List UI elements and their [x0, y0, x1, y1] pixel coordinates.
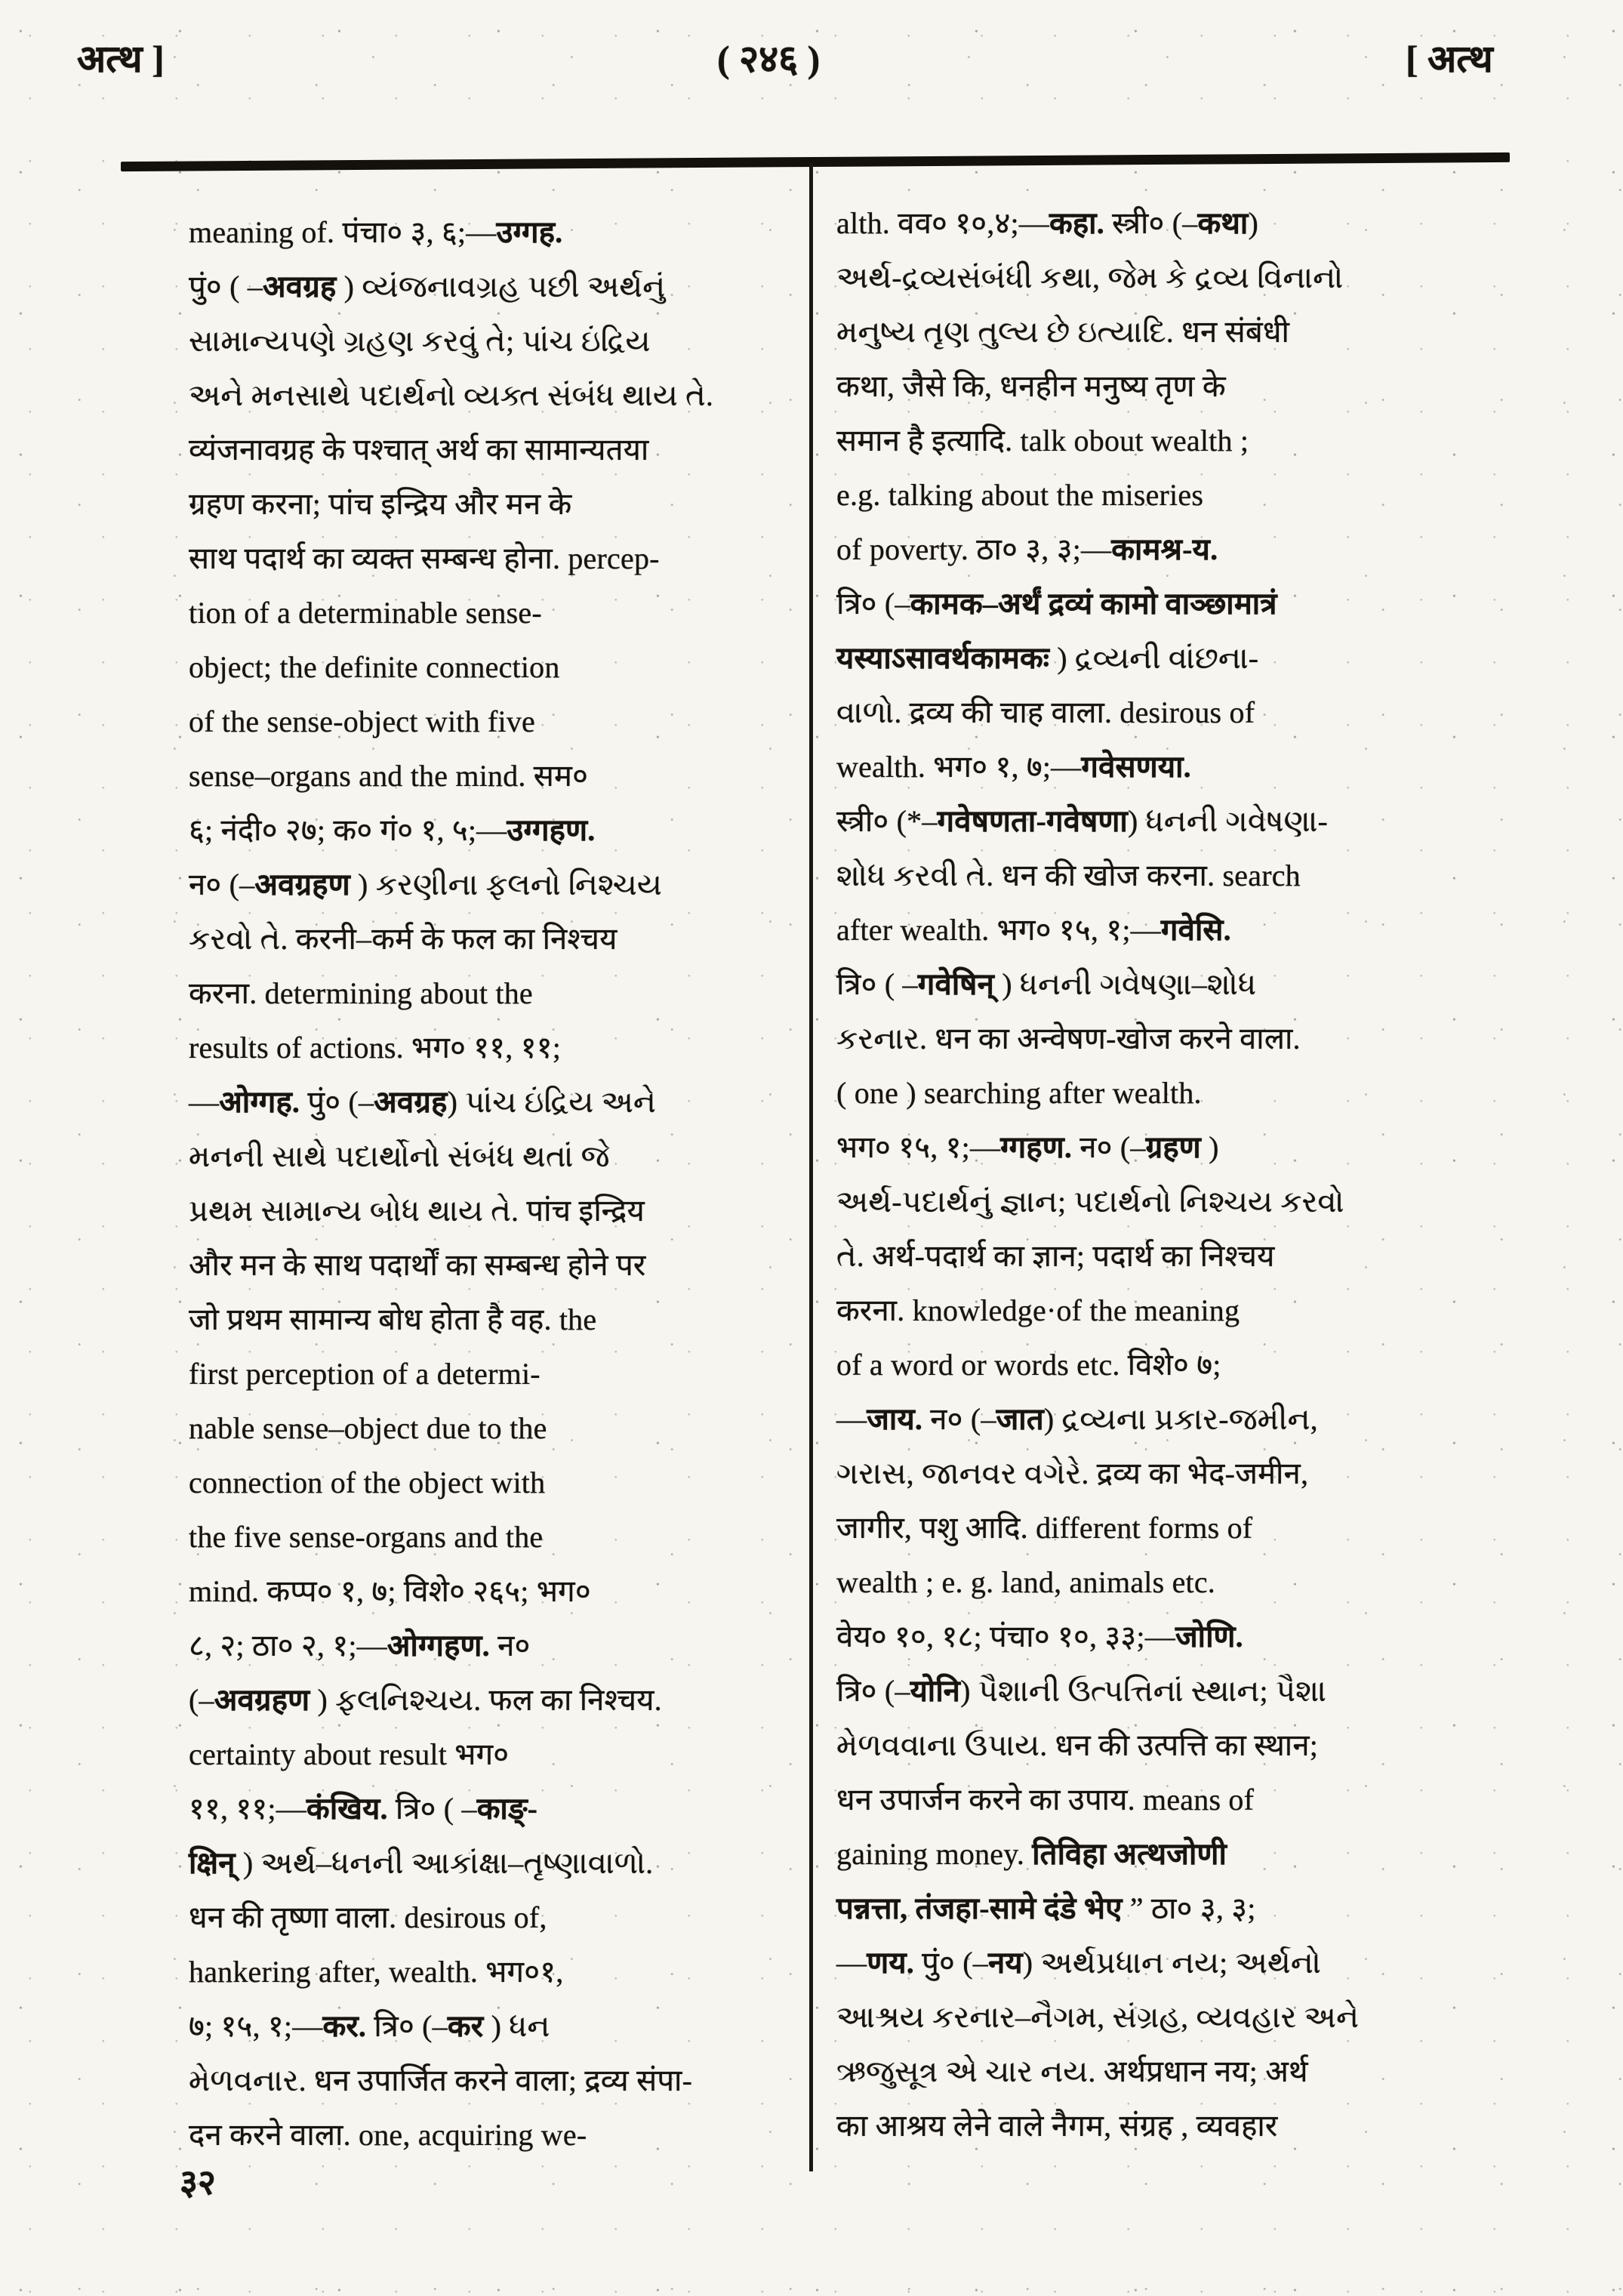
text-line: करना. knowledge·of the meaning [836, 1293, 1240, 1327]
text-line: first perception of a determi- [189, 1357, 540, 1391]
text-line: त्रि० (–कामक–अर्थं द्रव्यं कामो वाञ्छामात्रं [836, 587, 1277, 621]
text-line: जो प्रथम सामान्य बोध होता है वह. the [189, 1302, 597, 1336]
text-line: ८, २; ठा० २, १;—ओग्गहण. न० [189, 1629, 531, 1663]
header-rule [121, 153, 1510, 171]
text-line: न० (–अवग्रहण ) કરણીના ફલનો નિશ્ચય [189, 868, 662, 901]
text-line: wealth. भग० १, ७;—गवेसणया. [836, 750, 1191, 784]
text-line: दन करने वाला. one, acquiring we- [189, 2118, 587, 2152]
text-line: કરનાર. धन का अन्वेषण-खोज करने वाला. [836, 1022, 1301, 1056]
text-line: certainty about result भग० [189, 1737, 510, 1771]
page-number: ( २४६ ) [717, 38, 821, 80]
text-line: mind. कप्प० १, ७; विशे० २६५; भग० [189, 1574, 591, 1608]
text-line: સામાન્યપણે ગ્રહણ કરવું તે; પાંચ ઇંદ્રિય [189, 324, 651, 358]
text-line: जागीर, पशु आदि. different forms of [836, 1511, 1253, 1545]
text-line: કરવો તે. करनी–कर्म के फल का निश्चय [189, 922, 617, 956]
text-line: wealth ; e. g. land, animals etc. [836, 1565, 1215, 1599]
text-line: ( one ) searching after wealth. [836, 1076, 1202, 1110]
text-line: gaining money. तिविहा अत्थजोणी [836, 1837, 1227, 1871]
text-line: करना. determining about the [189, 976, 533, 1010]
text-line: મેળવનાર. धन उपार्जित करने वाला; द्रव्य संपा- [189, 2063, 693, 2097]
text-line: e.g. talking about the miseries [836, 478, 1204, 512]
text-line: ग्रहण करना; पांच इन्द्रिय और मन के [189, 487, 572, 521]
text-line: व्यंजनावग्रह के पश्चात् अर्थ का सामान्यतया [189, 433, 649, 467]
text-line: of a word or words etc. विशे० ७; [836, 1348, 1221, 1382]
text-line: શોધ કરવી તે. धन की खोज करना. search [836, 858, 1301, 892]
text-line: ११, ११;—कंखिय. त्रि० ( –काङ्- [189, 1792, 538, 1826]
text-line: वेय० १०, १८; पंचा० १०, ३३;—जोणि. [836, 1620, 1243, 1653]
text-line: connection of the object with [189, 1465, 546, 1499]
text-line: (–अवग्रहण ) ફલનિશ્ચય. फल का निश्चय. [189, 1683, 662, 1717]
text-line: ६; नंदी० २७; क० गं० १, ५;—उग्गहण. [189, 813, 596, 847]
text-line: અને મનસાથે પદાર્થનો વ્યક્ત સંબંધ થાય તે. [189, 378, 714, 412]
text-line: ગરાસ, જાનવર વગેરે. द्रव्य का भेद-जमीन, [836, 1456, 1309, 1490]
text-line: મનુષ્ય તૃણ તુલ્ય છે ઇત્યાદિ. धन संबंधी [836, 315, 1290, 349]
text-line: મેળવવાના ઉપાય. धन की उत्पत्ति का स्थान; [836, 1728, 1319, 1762]
text-line: alth. वव० १०,४;—कहा. स्त्री० (–कथा) [836, 206, 1259, 240]
text-line: धन की तृष्णा वाला. desirous of, [189, 1900, 547, 1934]
text-line: of the sense-object with five [189, 704, 535, 738]
text-line: त्रि० ( –गवेषिन् ) ધનની ગવેષણા–શોધ [836, 967, 1257, 1001]
text-line: भग० १५, १;—ग्गहण. न० (–ग्रहण ) [836, 1130, 1219, 1164]
text-line: hankering after, wealth. भग०१, [189, 1955, 564, 1989]
text-line: tion of a determinable sense- [189, 596, 542, 630]
text-line: after wealth. भग० १५, १;—गवेसि. [836, 913, 1231, 947]
text-line: results of actions. भग० ११, ११; [189, 1031, 562, 1065]
text-line: ७; १५, १;—कर. त्रि० (–कर ) ધન [189, 2009, 550, 2043]
text-line: of poverty. ठा० ३, ३;—कामश्र-य. [836, 532, 1218, 566]
text-line: धन उपार्जन करने का उपाय. means of [836, 1783, 1255, 1817]
text-line: ઋજુસૂત્ર એ ચાર નય. अर्थप्रधान नय; अर्थ [836, 2054, 1308, 2088]
text-line: त्रि० (–योनि) પૈશાની ઉત્પત્તિનાં સ્થાન; પૈશા [836, 1674, 1326, 1708]
text-line: —जाय. न० (–जात) દ્રવ્યના પ્રકાર-જમીન, [836, 1402, 1318, 1436]
text-line: यस्याऽसावर्थकामकः ) દ્રવ્યની વાંછના- [836, 641, 1259, 675]
text-line: पुं० ( –अवग्रह ) વ્યંજનાવગ્રહ પછી અર્થનું [189, 270, 666, 304]
text-line: અર્થ-પદાર્થનું જ્ઞાન; પદાર્થનો નિશ્ચય કરવો [836, 1185, 1344, 1219]
text-line: कथा, जैसे कि, धनहीन मनुष्य तृण के [836, 369, 1226, 403]
text-line: —णय. पुं० (–नय) અર્થપ્રધાન નય; અર્થનો [836, 1946, 1321, 1980]
text-line: —ओग्गह. पुं० (–अवग्रह) પાંચ ઇંદ્રિય અને [189, 1085, 657, 1119]
left-text-column [189, 205, 800, 2162]
text-line: પ્રથમ સામાન્ય બોધ થાય તે. पांच इन्द्रिय [189, 1194, 645, 1228]
text-line: વાળો. द्रव्य की चाह वाला. desirous of [836, 695, 1255, 729]
header-catchword-left: अत्थ ] [77, 38, 165, 80]
signature-mark: ३२ [180, 2163, 216, 2202]
header-catchword-right: [ अत्थ [1406, 38, 1493, 80]
right-text-column [836, 196, 1520, 2153]
text-line: का आश्रय लेने वाले नैगम, संग्रह , व्यवहार [836, 2109, 1278, 2143]
text-line: और मन के साथ पदार्थों का सम्बन्ध होने पर [189, 1248, 646, 1282]
text-line: આશ્રય કરનાર–નૈગમ, સંગ્રહ, વ્યવહાર અને [836, 2000, 1360, 2034]
text-line: स्त्री० (*–गवेषणता-गवेषणा) ધનની ગવેષણા- [836, 804, 1329, 838]
text-line: समान है इत्यादि. talk obout wealth ; [836, 424, 1249, 458]
column-divider-rule [809, 163, 813, 2171]
text-line: पन्नत्ता, तंजहा-सामे दंडे भेए ” ठा० ३, ३; [836, 1891, 1256, 1925]
text-line: મનની સાથે પદાર્થોનો સંબંધ થતાં જે [189, 1139, 610, 1173]
text-line: object; the definite connection [189, 650, 560, 684]
text-line: તે. अर्थ-पदार्थ का ज्ञान; पदार्थ का निश्चय [836, 1239, 1275, 1273]
text-line: nable sense–object due to the [189, 1411, 547, 1445]
text-line: meaning of. पंचा० ३, ६;—उग्गह. [189, 215, 563, 249]
text-line: क्षिन् ) અર્થ–ધનની આકાંક્ષા–તૃષ્ણાવાળો. [189, 1846, 654, 1880]
text-line: sense–organs and the mind. सम० [189, 759, 589, 793]
text-line: અર્થ-દ્રવ્યસંબંધી કથા, જેમ કે દ્રવ્ય વિનાનો [836, 260, 1344, 294]
text-line: the five sense-organs and the [189, 1520, 544, 1554]
text-line: साथ पदार्थ का व्यक्त सम्बन्ध होना. percep- [189, 541, 660, 575]
